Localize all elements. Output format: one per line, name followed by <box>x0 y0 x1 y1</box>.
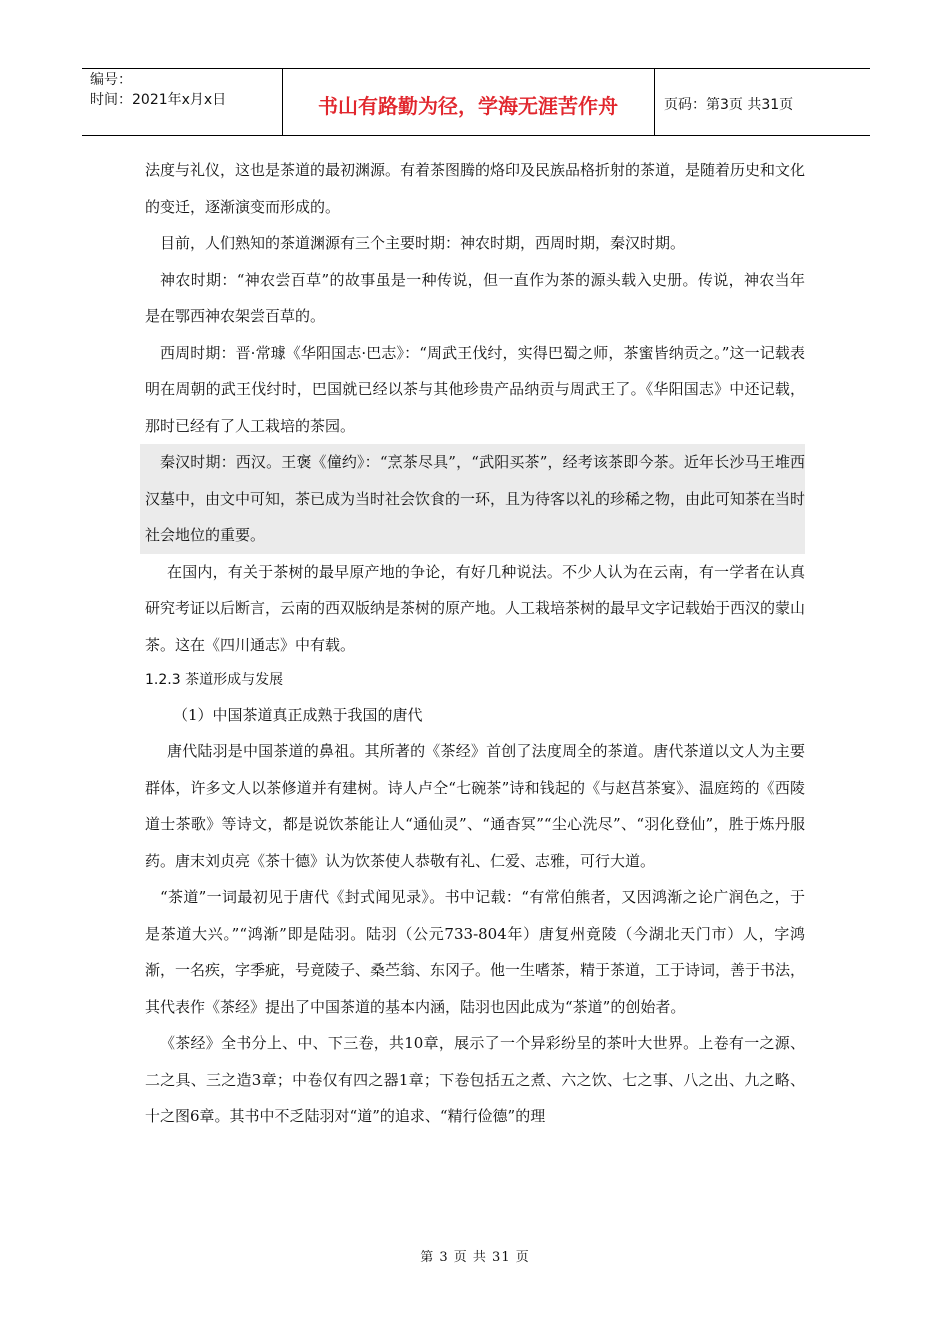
serial-label: 编号： <box>90 72 132 88</box>
subsection-heading: （1）中国茶道真正成熟于我国的唐代 <box>173 706 423 724</box>
paragraph-9: 《茶经》全书分上、中、下三卷，共10章，展示了一个异彩纷呈的茶叶大世界。上卷有一之源、二之具、三之造3章；中卷仅有四之器1章；下卷包括五之煮、六之饮、七之事、八之出、九之略、十之图6章。其书中不乏陆羽对“道”的追求、“精行俭德”的理 <box>145 1034 805 1125</box>
page-header <box>82 68 870 136</box>
motto: 书山有路勤为径，学海无涯苦作舟 <box>318 94 618 118</box>
page-info: 页码：第3页 共31页 <box>664 97 794 113</box>
header-left-cell <box>82 68 283 136</box>
paragraph-6: 在国内，有关于茶树的最早原产地的争论，有好几种说法。不少人认为在云南，有一学者在认真研究考证以后断言，云南的西双版纳是茶树的原产地。人工栽培茶树的最早文字记载始于西汉的蒙山茶。这在《四川通志》中有载。 <box>145 562 806 654</box>
paragraph-3: 神农时期：“神农尝百草”的故事虽是一种传说，但一直作为茶的源头载入史册。传说，神农当年是在鄂西神农架尝百草的。 <box>145 270 805 325</box>
header-right-cell <box>654 68 870 136</box>
paragraph-5-highlighted: 秦汉时期：西汉。王褒《僮约》：“烹茶尽具”，“武阳买茶”，经考该茶即今茶。近年长沙马王堆西汉墓中，由文中可知，茶已成为当时社会饮食的一环，且为待客以礼的珍稀之物，由此可知茶在当时社会地位的重要。 <box>140 444 805 554</box>
page-footer: 第 3 页 共 31 页 <box>420 1250 530 1265</box>
section-heading: 1.2.3 茶道形成与发展 <box>145 672 284 688</box>
paragraph-2: 目前，人们熟知的茶道渊源有三个主要时期：神农时期，西周时期，秦汉时期。 <box>160 234 686 252</box>
document-body <box>145 152 805 1135</box>
paragraph-7: 唐代陆羽是中国茶道的鼻祖。其所著的《茶经》首创了法度周全的茶道。唐代茶道以文人为主要群体，许多文人以茶修道并有建树。诗人卢仝“七碗茶”诗和钱起的《与赵莒茶宴》、温庭筠的《西陵道士茶歌》等诗文，都是说饮茶能让人“通仙灵”、“通杳冥”“尘心洗尽”、“羽化登仙”，胜于炼丹服药。唐末刘贞亮《茶十德》认为饮茶使人恭敬有礼、仁爱、志雅，可行大道。 <box>145 742 805 870</box>
paragraph-4: 西周时期：晋·常璩《华阳国志·巴志》：“周武王伐纣，实得巴蜀之师，茶蜜皆纳贡之。”这一记载表明在周朝的武王伐纣时，巴国就已经以茶与其他珍贵产品纳贡与周武王了。《华阳国志》中还记载，那时已经有了人工栽培的茶园。 <box>145 343 805 435</box>
paragraph-8: “茶道”一词最初见于唐代《封式闻见录》。书中记载：“有常伯熊者，又因鸿渐之论广润色之，于是茶道大兴。”“鸿渐”即是陆羽。陆羽（公元733-804年）唐复州竟陵（今湖北天门市）人，字鸿渐，一名疾，字季疵，号竟陵子、桑苎翁、东冈子。他一生嗜茶，精于茶道，工于诗词，善于书法，其代表作《茶经》提出了中国茶道的基本内涵，陆羽也因此成为“茶道”的创始者。 <box>145 888 806 1016</box>
date-label: 时间：2021年x月x日 <box>90 92 227 108</box>
paragraph-1: 法度与礼仪，这也是茶道的最初渊源。有着茶图腾的烙印及民族品格折射的茶道，是随着历史和文化的变迁，逐渐演变而形成的。 <box>145 161 806 216</box>
header-bottom-rule <box>82 135 870 136</box>
header-middle-cell <box>282 68 655 136</box>
